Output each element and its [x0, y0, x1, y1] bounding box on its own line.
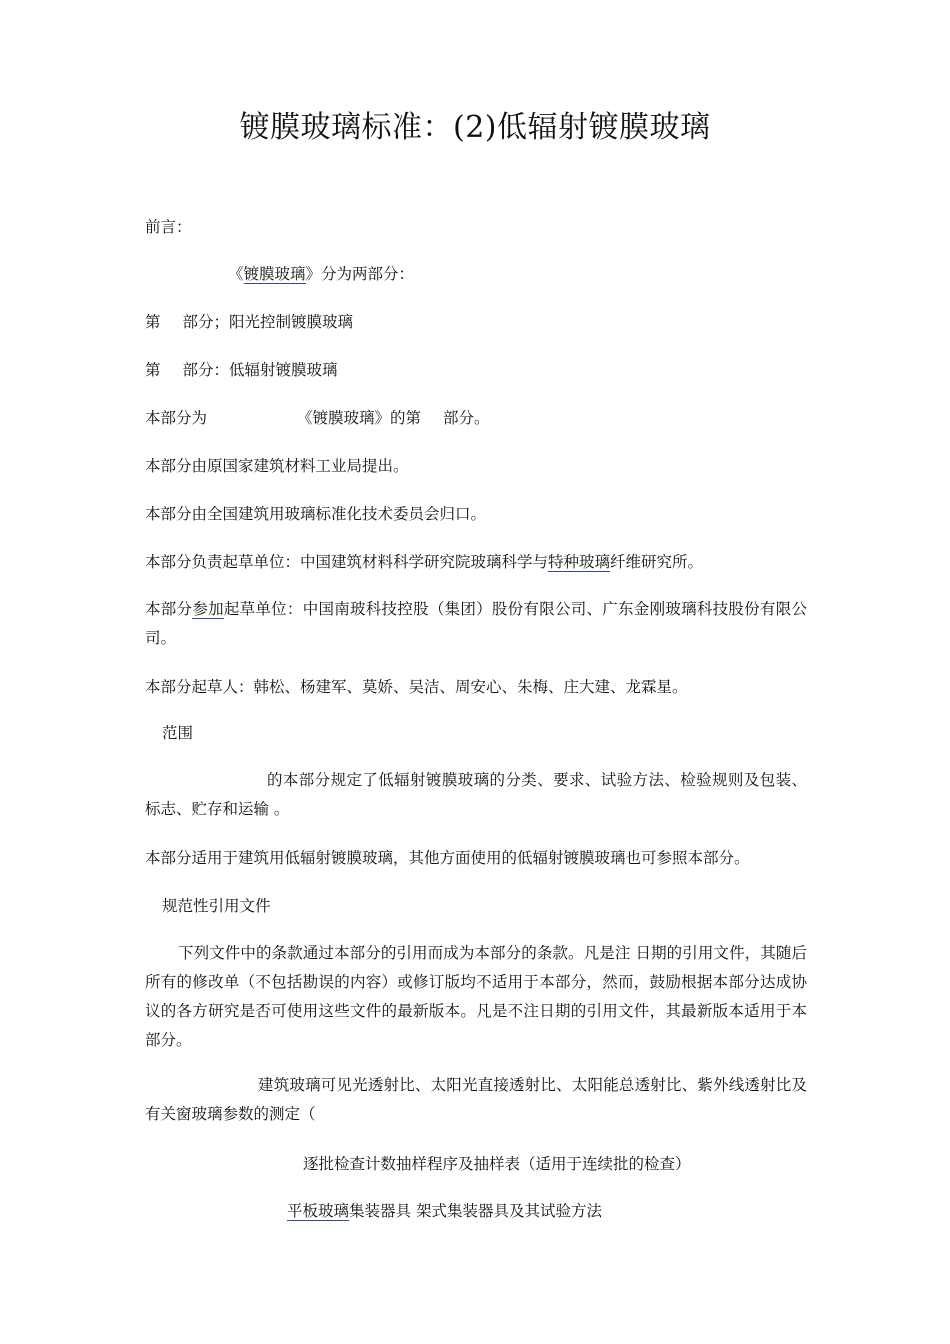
part2-line: [145, 355, 338, 385]
participate-link[interactable]: 参加: [192, 600, 224, 618]
participants-b: 起草单位：中国南玻科技控股（集团）股份有限公司、广东金刚玻璃科技股份有限公司。: [145, 600, 807, 647]
quote-open: 《: [228, 265, 244, 283]
part1-line: [145, 307, 353, 337]
ref3-line: [287, 1196, 602, 1226]
part2-text: 部分：低辐射镀膜玻璃: [182, 361, 338, 379]
flat-glass-link[interactable]: 平板玻璃: [287, 1202, 350, 1220]
this-part-line: [145, 403, 490, 433]
proposed-line: 本部分由原国家建筑材料工业局提出。: [145, 457, 409, 475]
ref1-para: 建筑玻璃可见光透射比、太阳光直接透射比、太阳能总透射比、紫外线透射比及有关窗玻璃参数的测定（: [145, 1076, 807, 1123]
part1-text: 部分；阳光控制镀膜玻璃: [182, 313, 354, 331]
refs-para: 下列文件中的条款通过本部分的引用而成为本部分的条款。凡是注 日期的引用文件，其随后所有的修改单（不包括勘误的内容）或修订版均不适用于本部分，然而，鼓励根据本部分达成协议的各方研究是否可使用这些文件的最新版本。凡是不注日期的引用文件，其最新版本适用于本部分。: [145, 944, 807, 1049]
drafter-unit-line: [145, 547, 703, 577]
intro-rest: 》分为两部分：: [305, 265, 415, 283]
foreword-label: 前言：: [145, 218, 192, 236]
drafter-unit-b: 纤维研究所。: [610, 553, 704, 571]
document-title: 镀膜玻璃标准：(2)低辐射镀膜玻璃: [239, 110, 711, 145]
part2-prefix: 第: [145, 361, 161, 379]
ref3-rest: 集装器具 架式集装器具及其试验方法: [349, 1202, 602, 1220]
participants-para: [145, 595, 807, 653]
applies-line: 本部分适用于建筑用低辐射镀膜玻璃，其他方面使用的低辐射镀膜玻璃也可参照本部分。: [145, 849, 750, 867]
part1-prefix: 第: [145, 313, 161, 331]
coated-glass-link[interactable]: 镀膜玻璃: [243, 265, 306, 283]
this-part-b: 《镀膜玻璃》的第: [297, 409, 422, 427]
drafter-unit-a: 本部分负责起草单位：中国建筑材料科学研究院玻璃科学与: [145, 553, 549, 571]
intro-line: [228, 259, 414, 289]
this-part-c: 部分。: [443, 409, 490, 427]
participants-a: 本部分: [145, 600, 193, 618]
this-part-a: 本部分为: [145, 409, 208, 427]
refs-heading: 规范性引用文件: [162, 897, 271, 915]
special-glass-link[interactable]: 特种玻璃: [548, 553, 611, 571]
administered-line: 本部分由全国建筑用玻璃标准化技术委员会归口。: [145, 505, 487, 523]
drafters-line: 本部分起草人：韩松、杨建军、莫娇、吴洁、周安心、朱梅、庄大建、龙霖星。: [145, 678, 688, 696]
ref2-line: 逐批检查计数抽样程序及抽样表（适用于连续批的检查）: [303, 1155, 691, 1173]
scope-heading: 范围: [162, 724, 194, 742]
scope-para: 的本部分规定了低辐射镀膜玻璃的分类、要求、试验方法、检验规则及包装、标志、贮存和运输 。: [145, 771, 807, 818]
